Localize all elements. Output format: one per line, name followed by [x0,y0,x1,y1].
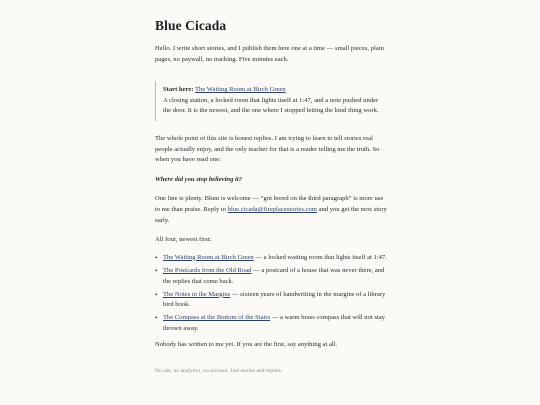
reply-text-after: and you get the next story early. [155,205,387,224]
reply-paragraph [155,194,387,226]
featured-story-link[interactable]: The Waiting Room at Birch Green [195,86,286,94]
start-here-callout [155,81,387,121]
list-item [155,290,387,311]
intro-paragraph: Hello. I write short stories, and I publish them here one at a time — small pieces, plain pages, no paywall, no tracking. Five minutes each. [155,45,384,63]
list-item [155,313,387,334]
story-link-2[interactable]: The Postcards from the Old Road [163,266,252,274]
email-link[interactable]: blue.cicada@fireplacestories.com [227,205,317,213]
content-column [155,18,387,376]
callout-description: A closing station, a locked room that lights itself at 1:47, and a note pushed under the door. It is the newest, and the one where I stopped letting the kind thing work. [163,96,379,115]
story-desc-4: — a warm brass compass that will not stay thrown away. [163,314,385,333]
list-item [155,253,387,264]
prompt-question: Where did you stop believing it? [155,175,242,183]
callout-heading-line [163,85,387,96]
honest-replies-paragraph: The whole point of this site is honest replies. I am trying to learn to tell stories real people actually enjoy, and the only teacher for that is a reader telling me the truth. So when you have read one: [155,134,380,164]
bullet-icon: • [155,290,158,299]
story-link-3[interactable]: The Notes in the Margins [163,290,231,298]
site-title: Blue Cicada [155,18,227,33]
reply-text-before: One line is plenty. Blunt is welcome — “got bored on the third paragraph” is more use to me than praise. Reply to [155,195,384,213]
story-link-4[interactable]: The Compass at the Bottom of the Stairs [163,314,271,322]
bullet-icon: • [155,253,158,262]
story-list-heading: All four, newest first: [155,236,212,244]
footer-note: No ads, no analytics, no account. Just stories and replies. [155,368,283,375]
callout-lead: Start here: [163,86,194,94]
story-desc-1: — a locked waiting room that lights itself at 1:47. [253,253,387,261]
story-desc-2: — a postcard of a house that was never there, and the replies that come back. [163,266,385,285]
closing-paragraph: Nobody has written to me yet. If you are the first, say anything at all. [155,340,338,348]
bullet-icon: • [155,266,158,275]
list-item [155,266,387,287]
story-desc-3: — sixteen years of handwriting in the margins of a library bird book. [163,290,386,309]
story-link-1[interactable]: The Waiting Room at Birch Green [163,253,254,261]
story-list [155,253,387,335]
bullet-icon: • [155,314,158,323]
